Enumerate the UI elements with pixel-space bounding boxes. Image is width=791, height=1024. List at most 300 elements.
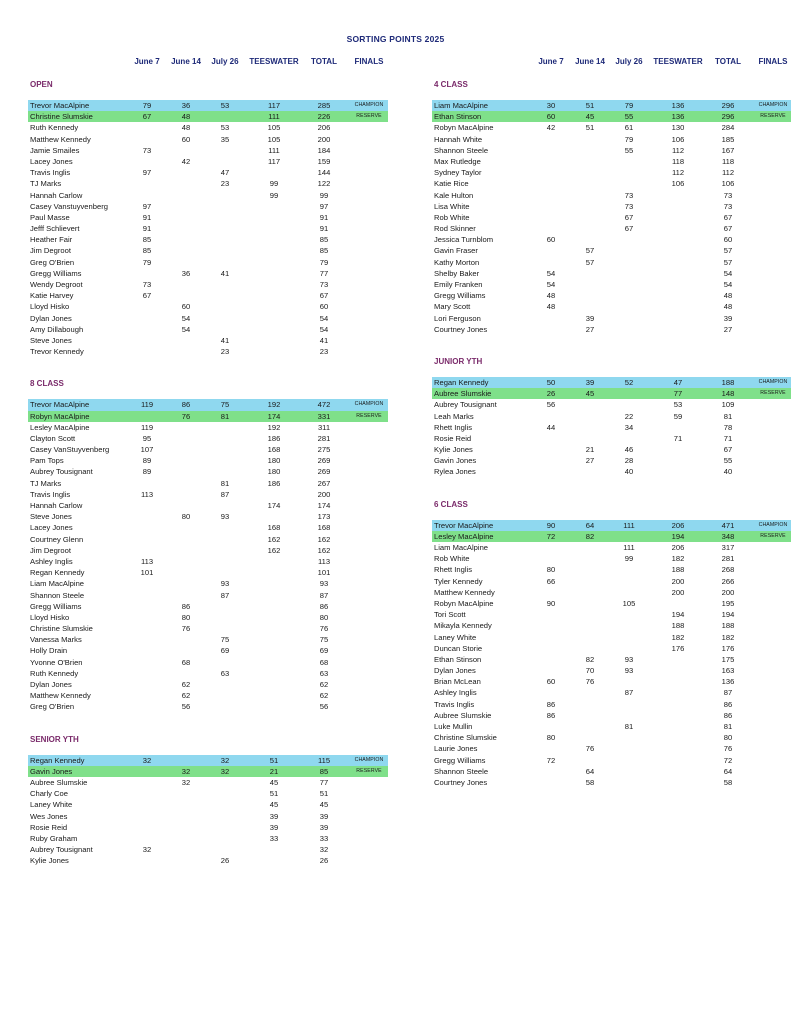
table-row <box>28 145 388 156</box>
competitor-name: Dylan Jones <box>30 680 72 689</box>
july26-points: 79 <box>624 101 634 110</box>
reserve-row <box>432 531 791 542</box>
competitor-name: Kylie Jones <box>434 445 473 455</box>
total-points: 40 <box>723 467 733 477</box>
june14-points: 68 <box>181 657 191 667</box>
total-points: 226 <box>317 112 331 122</box>
finals-award: CHAMPION <box>354 102 384 108</box>
june7-points: 26 <box>546 389 556 399</box>
total-points: 54 <box>723 280 733 289</box>
table-row <box>432 542 791 553</box>
july26-points: 105 <box>622 598 636 608</box>
total-points: 200 <box>317 489 331 499</box>
total-points: 162 <box>317 534 331 544</box>
competitor-name: Mikayla Kennedy <box>434 621 492 631</box>
competitor-name: Matthew Kennedy <box>434 587 495 597</box>
total-points: 195 <box>721 598 735 608</box>
july26-points: 73 <box>624 190 634 200</box>
july26-points: 23 <box>220 179 230 189</box>
competitor-name: Travis Inglis <box>30 489 71 499</box>
competitor-name: Ethan Stinson <box>434 112 482 122</box>
competitor-name: Lisa White <box>434 201 470 211</box>
section-open <box>28 80 388 367</box>
competitor-name: Jessica Turnblom <box>434 235 494 245</box>
table-row <box>28 822 388 833</box>
reserve-row <box>28 411 388 422</box>
table-row <box>432 399 791 410</box>
competitor-name: Rhett Inglis <box>434 565 472 575</box>
teeswater-points: 186 <box>267 478 281 488</box>
table-row <box>432 190 791 201</box>
table-row <box>28 212 388 223</box>
competitor-name: Trevor MacAlpine <box>30 101 90 110</box>
competitor-name: Liam MacAlpine <box>434 543 489 552</box>
june14-points: 76 <box>181 411 191 421</box>
total-points: 348 <box>721 531 735 541</box>
total-points: 26 <box>319 856 329 866</box>
finals-award: RESERVE <box>760 113 786 120</box>
table-row <box>432 313 791 324</box>
total-points: 162 <box>317 545 331 555</box>
teeswater-points: 186 <box>267 433 281 443</box>
table-row <box>28 444 388 455</box>
total-points: 268 <box>721 565 735 575</box>
table-row <box>28 346 388 357</box>
june7-points: 90 <box>546 598 556 608</box>
july26-points: 41 <box>220 335 230 345</box>
teeswater-points: 111 <box>268 145 280 155</box>
competitor-name: Rod Skinner <box>434 224 476 234</box>
total-points: 285 <box>317 101 331 110</box>
finals-award: RESERVE <box>356 113 382 120</box>
june14-points: 36 <box>181 101 191 110</box>
header-teeswater: TEESWATER <box>249 57 299 66</box>
teeswater-points: 71 <box>673 433 683 443</box>
table-row <box>432 167 791 178</box>
june7-points: 32 <box>142 845 152 855</box>
teeswater-points: 174 <box>267 411 281 421</box>
june7-points: 86 <box>546 710 556 720</box>
total-points: 85 <box>319 246 329 256</box>
table-row <box>28 556 388 567</box>
left-column <box>28 57 388 876</box>
table-row <box>28 301 388 312</box>
june14-points: 58 <box>585 777 595 787</box>
total-points: 148 <box>721 389 735 399</box>
total-points: 39 <box>319 822 329 832</box>
competitor-name: Dylan Jones <box>434 666 476 676</box>
competitor-name: Regan Kennedy <box>30 568 85 578</box>
table-row <box>28 833 388 844</box>
total-points: 174 <box>317 501 331 510</box>
june14-points: 64 <box>585 766 595 776</box>
june7-points: 95 <box>142 433 152 443</box>
table-row <box>28 335 388 346</box>
competitor-name: Trevor Kennedy <box>30 347 84 357</box>
table-row <box>432 178 791 189</box>
july26-points: 55 <box>624 145 634 155</box>
table-row <box>28 134 388 145</box>
total-points: 122 <box>317 179 331 189</box>
june14-points: 76 <box>181 624 191 634</box>
competitor-name: Laney White <box>30 800 73 810</box>
table-row <box>28 623 388 634</box>
table-row <box>432 245 791 256</box>
total-points: 296 <box>721 101 735 110</box>
june7-points: 97 <box>142 168 152 178</box>
total-points: 99 <box>319 190 329 200</box>
competitor-name: Lloyd Hisko <box>30 302 70 312</box>
june14-points: 39 <box>585 313 595 323</box>
total-points: 62 <box>319 691 329 701</box>
competitor-name: Jim Degroot <box>30 246 71 256</box>
teeswater-points: 194 <box>671 610 685 620</box>
total-points: 106 <box>721 179 735 189</box>
total-points: 73 <box>319 280 329 289</box>
june7-points: 91 <box>142 224 152 234</box>
teeswater-points: 174 <box>267 501 281 510</box>
finals-award: RESERVE <box>356 412 382 419</box>
july26-points: 93 <box>220 579 230 589</box>
total-points: 200 <box>317 134 331 144</box>
total-points: 81 <box>723 722 733 731</box>
competitor-name: Gregg Williams <box>434 755 486 765</box>
july26-points: 52 <box>624 377 634 387</box>
table-row <box>28 601 388 612</box>
total-points: 54 <box>319 324 329 334</box>
competitor-name: Hannah White <box>434 134 483 144</box>
june7-points: 60 <box>546 235 556 245</box>
total-points: 56 <box>319 702 329 712</box>
june14-points: 62 <box>181 680 191 689</box>
section-title: 4 CLASS <box>434 80 468 89</box>
total-points: 188 <box>721 377 735 387</box>
competitor-name: Jamie Smailes <box>30 145 80 155</box>
total-points: 73 <box>723 201 733 211</box>
teeswater-points: 105 <box>267 123 281 133</box>
competitor-name: Robyn MacAlpine <box>434 598 494 608</box>
finals-award: RESERVE <box>760 532 786 539</box>
table-row <box>28 478 388 489</box>
total-points: 188 <box>721 621 735 631</box>
july26-points: 81 <box>624 722 634 731</box>
competitor-name: TJ Marks <box>30 179 62 189</box>
july26-points: 73 <box>624 201 634 211</box>
june7-points: 60 <box>546 677 556 687</box>
section-spacer <box>432 478 791 488</box>
competitor-name: Lacey Jones <box>30 156 73 166</box>
competitor-name: Ruby Graham <box>30 833 78 843</box>
competitor-name: Leah Marks <box>434 411 474 421</box>
total-points: 194 <box>721 610 735 620</box>
table-row <box>432 301 791 312</box>
section-4-class <box>432 80 791 345</box>
total-points: 167 <box>721 145 735 155</box>
total-points: 23 <box>319 347 329 357</box>
competitor-name: Rob White <box>434 212 470 222</box>
table-row <box>432 268 791 279</box>
teeswater-points: 118 <box>671 156 685 166</box>
total-points: 67 <box>723 224 733 234</box>
header-july26: July 26 <box>615 57 643 66</box>
header-finals: FINALS <box>354 57 384 66</box>
june7-points: 73 <box>142 145 152 155</box>
total-points: 86 <box>723 710 733 720</box>
june7-points: 30 <box>546 101 556 110</box>
total-points: 173 <box>317 512 331 522</box>
teeswater-points: 130 <box>671 123 685 133</box>
total-points: 27 <box>723 324 733 334</box>
total-points: 86 <box>723 699 733 709</box>
total-points: 41 <box>319 335 329 345</box>
competitor-name: Matthew Kennedy <box>30 134 91 144</box>
teeswater-points: 180 <box>267 467 281 477</box>
table-row <box>432 212 791 223</box>
table-row <box>432 466 791 477</box>
competitor-name: Lacey Jones <box>30 523 73 533</box>
june7-points: 48 <box>546 302 556 312</box>
competitor-name: Tyler Kennedy <box>434 576 483 586</box>
total-points: 269 <box>317 467 331 477</box>
champion-row <box>28 755 388 766</box>
july26-points: 67 <box>624 224 634 234</box>
june14-points: 51 <box>585 123 595 133</box>
competitor-name: Max Rutledge <box>434 156 481 166</box>
competitor-name: Regan Kennedy <box>434 377 489 387</box>
total-points: 281 <box>317 433 331 443</box>
competitor-name: Aubrey Tousignant <box>30 845 93 855</box>
june14-points: 80 <box>181 512 191 522</box>
total-points: 58 <box>723 777 733 787</box>
header-finals: FINALS <box>758 57 788 66</box>
teeswater-points: 176 <box>671 643 685 653</box>
section-spacer <box>28 713 388 723</box>
table-row <box>432 433 791 444</box>
header-july26: July 26 <box>211 57 239 66</box>
total-points: 51 <box>319 789 329 799</box>
total-points: 80 <box>723 733 733 743</box>
competitor-name: Aubrey Tousignant <box>434 400 497 410</box>
teeswater-points: 188 <box>671 621 685 631</box>
june14-points: 76 <box>585 744 595 754</box>
june14-points: 48 <box>181 123 191 133</box>
table-row <box>432 257 791 268</box>
table-row <box>432 576 791 587</box>
section-spacer <box>432 788 791 798</box>
june7-points: 54 <box>546 280 556 289</box>
finals-award: RESERVE <box>760 390 786 397</box>
july26-points: 23 <box>220 347 230 357</box>
teeswater-points: 182 <box>671 632 685 642</box>
june14-points: 39 <box>585 377 595 387</box>
total-points: 64 <box>723 766 733 776</box>
total-points: 471 <box>721 520 735 530</box>
total-points: 159 <box>317 156 331 166</box>
june14-points: 21 <box>585 445 595 455</box>
total-points: 163 <box>721 666 735 676</box>
total-points: 86 <box>319 601 329 611</box>
competitor-name: Liam MacAlpine <box>30 579 85 589</box>
table-row <box>432 564 791 575</box>
june14-points: 54 <box>181 324 191 334</box>
total-points: 81 <box>723 411 733 421</box>
total-points: 48 <box>723 302 733 312</box>
july26-points: 22 <box>624 411 634 421</box>
teeswater-points: 136 <box>671 101 685 110</box>
competitor-name: Mary Scott <box>434 302 471 312</box>
table-row <box>28 234 388 245</box>
competitor-name: Gregg Williams <box>434 291 486 301</box>
june7-points: 72 <box>546 755 556 765</box>
june14-points: 82 <box>585 654 595 664</box>
table-row <box>28 844 388 855</box>
table-row <box>432 654 791 665</box>
june14-points: 60 <box>181 134 191 144</box>
competitor-name: Jefff Schlievert <box>30 224 80 234</box>
july26-points: 35 <box>220 134 230 144</box>
july26-points: 63 <box>220 668 230 678</box>
total-points: 144 <box>317 168 331 178</box>
table-row <box>432 766 791 777</box>
june14-points: 56 <box>181 702 191 712</box>
table-row <box>432 234 791 245</box>
table-row <box>28 455 388 466</box>
teeswater-points: 59 <box>673 411 683 421</box>
june7-points: 48 <box>546 291 556 301</box>
total-points: 87 <box>723 688 733 698</box>
competitor-name: Courtney Glenn <box>30 534 84 544</box>
july26-points: 79 <box>624 134 634 144</box>
teeswater-points: 77 <box>673 389 683 399</box>
table-row <box>432 620 791 631</box>
table-row <box>432 643 791 654</box>
total-points: 77 <box>319 777 329 787</box>
july26-points: 46 <box>624 445 634 455</box>
teeswater-points: 162 <box>267 534 281 544</box>
table-row <box>28 511 388 522</box>
table-row <box>28 223 388 234</box>
table-row <box>28 545 388 556</box>
table-row <box>28 279 388 290</box>
june14-points: 45 <box>585 112 595 122</box>
table-row <box>28 268 388 279</box>
competitor-name: Katie Rice <box>434 179 469 189</box>
july26-points: 111 <box>623 543 635 552</box>
table-row <box>28 701 388 712</box>
july26-points: 53 <box>220 123 230 133</box>
teeswater-points: 200 <box>671 576 685 586</box>
table-row <box>28 122 388 133</box>
competitor-name: Rosie Reid <box>30 822 68 832</box>
june7-points: 97 <box>142 201 152 211</box>
june14-points: 57 <box>585 257 595 267</box>
competitor-name: Hannah Carlow <box>30 190 83 200</box>
teeswater-points: 106 <box>671 179 685 189</box>
july26-points: 75 <box>220 400 230 410</box>
section-title: OPEN <box>30 80 53 89</box>
competitor-name: Gregg Williams <box>30 601 82 611</box>
reserve-row <box>432 111 791 122</box>
total-points: 331 <box>317 411 331 421</box>
teeswater-points: 53 <box>673 400 683 410</box>
table-row <box>28 178 388 189</box>
july26-points: 67 <box>624 212 634 222</box>
total-points: 200 <box>721 587 735 597</box>
competitor-name: Lesley MacAlpine <box>30 422 90 432</box>
competitor-name: Ashley Inglis <box>30 556 73 566</box>
july26-points: 61 <box>624 123 634 133</box>
teeswater-points: 168 <box>267 445 281 455</box>
teeswater-points: 51 <box>269 755 279 765</box>
column-header-row <box>432 57 791 68</box>
competitor-name: Gavin Fraser <box>434 246 478 256</box>
table-row <box>432 699 791 710</box>
table-row <box>432 687 791 698</box>
june7-points: 101 <box>140 568 154 578</box>
june7-points: 42 <box>546 123 556 133</box>
competitor-name: Robyn MacAlpine <box>434 123 494 133</box>
june7-points: 85 <box>142 246 152 256</box>
total-points: 184 <box>317 145 331 155</box>
competitor-name: Sydney Taylor <box>434 168 482 178</box>
competitor-name: Amy Dillabough <box>30 324 84 334</box>
table-row <box>432 755 791 766</box>
total-points: 118 <box>721 156 735 166</box>
table-row <box>28 799 388 810</box>
competitor-name: Wendy Degroot <box>30 280 83 289</box>
competitor-name: Trevor MacAlpine <box>30 400 90 410</box>
competitor-name: Paul Masse <box>30 212 70 222</box>
competitor-name: Charly Coe <box>30 789 68 799</box>
competitor-name: Steve Jones <box>30 335 72 345</box>
competitor-name: Heather Fair <box>30 235 73 245</box>
table-row <box>432 223 791 234</box>
total-points: 101 <box>317 568 331 578</box>
total-points: 266 <box>721 576 735 586</box>
total-points: 32 <box>319 845 329 855</box>
finals-award: RESERVE <box>356 767 382 774</box>
total-points: 71 <box>723 433 733 443</box>
total-points: 60 <box>723 235 733 245</box>
total-points: 62 <box>319 680 329 689</box>
total-points: 48 <box>723 291 733 301</box>
competitor-name: Courtney Jones <box>434 777 488 787</box>
table-row <box>432 732 791 743</box>
teeswater-points: 21 <box>269 766 279 776</box>
total-points: 296 <box>721 112 735 122</box>
total-points: 33 <box>319 833 329 843</box>
teeswater-points: 45 <box>269 777 279 787</box>
total-points: 91 <box>319 212 329 222</box>
july26-points: 81 <box>220 478 230 488</box>
june7-points: 50 <box>546 377 556 387</box>
july26-points: 87 <box>220 590 230 600</box>
june7-points: 113 <box>140 556 154 566</box>
june14-points: 27 <box>585 456 595 466</box>
july26-points: 87 <box>624 688 634 698</box>
competitor-name: Gavin Jones <box>434 456 477 466</box>
total-points: 112 <box>721 168 735 178</box>
june14-points: 45 <box>585 389 595 399</box>
table-row <box>432 156 791 167</box>
total-points: 76 <box>723 744 733 754</box>
table-row <box>432 632 791 643</box>
june14-points: 42 <box>181 156 191 166</box>
june7-points: 119 <box>140 400 154 410</box>
finals-award: CHAMPION <box>354 401 384 408</box>
total-points: 281 <box>721 554 735 564</box>
teeswater-points: 182 <box>671 554 685 564</box>
